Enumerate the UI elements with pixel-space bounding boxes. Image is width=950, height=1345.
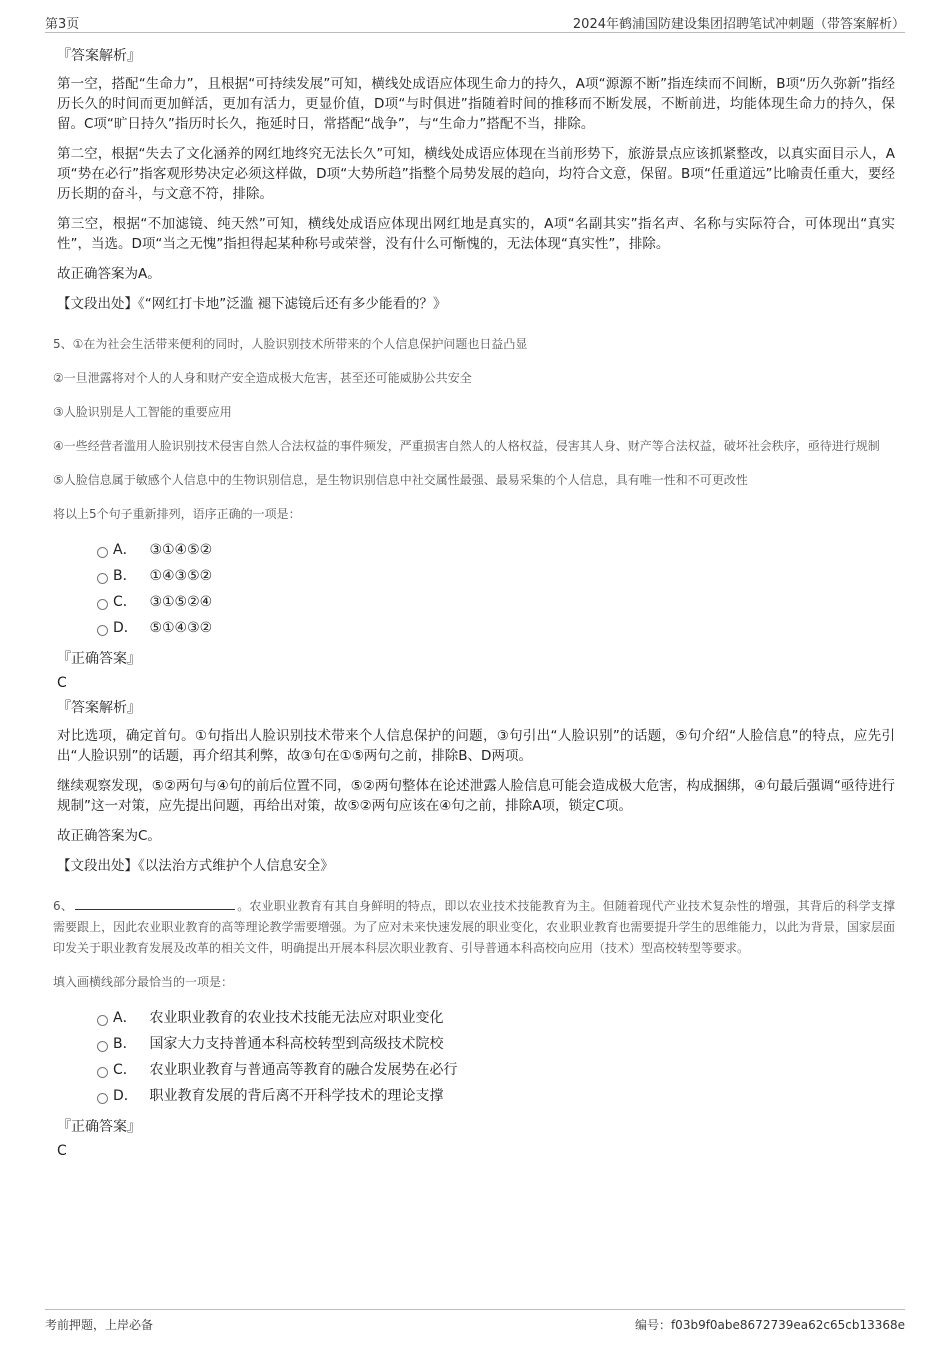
option-letter: B．	[113, 1036, 137, 1052]
q5-conclusion: 故正确答案为C。	[57, 828, 161, 844]
radio-button-icon[interactable]	[97, 1067, 108, 1078]
q6-option-c[interactable]	[93, 1060, 895, 1086]
option-text: 国家大力支持普通本科高校转型到高级技术院校	[149, 1036, 444, 1052]
code-value: f03b9f0abe8672739ea62c65cb13368e	[670, 1318, 905, 1332]
footer-slogan: 考前押题，上岸必备	[45, 1318, 154, 1332]
q5-analysis-para: 对比选项，确定首句。①句指出人脸识别技术带来个人信息保护的问题，③句引出“人脸识别”的话题，⑤句介绍“人脸信息”的特点，应先引出“人脸识别”的话题，再介绍其利弊，故③句在①⑤两句之前，排除B、D两项。	[57, 728, 895, 764]
q5-option-a[interactable]	[93, 540, 895, 566]
radio-button-icon[interactable]	[97, 1093, 108, 1104]
page-footer	[45, 1309, 905, 1336]
q6-number: 6、	[53, 899, 74, 913]
radio-button-icon[interactable]	[97, 1041, 108, 1052]
q4-analysis-title: 『答案解析』	[57, 48, 141, 64]
document-code	[635, 1316, 905, 1333]
q6-stem-text: 。农业职业教育有其自身鲜明的特点，即以农业技术技能教育为主。但随着现代产业技术复杂性的增强，其背后的科学支撑需要跟上，因此农业职业教育的高等理论教学需要增强。为了应对未来快速发展的职业变化，农业职业教育也需要提升学生的思维能力，以此为背景，国家层面印发关于职业教育发展及改革的相关文件，明确提出开展本科层次职业教育、引导普通本科高校向应用（技术）型高校转型等要求。	[53, 899, 895, 955]
q4-source: 【文段出处】《“网红打卡地”泛滥 褪下滤镜后还有多少能看的？》	[57, 296, 447, 312]
option-letter: C．	[113, 1062, 137, 1078]
q6-option-d[interactable]	[93, 1086, 895, 1112]
q5-sentence: ⑤人脸信息属于敏感个人信息中的生物识别信息，是生物识别信息中社交属性最强、最易采集的个人信息，具有唯一性和不可更改性	[53, 473, 748, 487]
q5-option-b[interactable]	[93, 566, 895, 592]
q5-sentence: ④一些经营者滥用人脸识别技术侵害自然人合法权益的事件频发，严重损害自然人的人格权益，侵害其人身、财产等合法权益，破坏社会秩序，亟待进行规制	[53, 439, 880, 453]
q5-analysis-title: 『答案解析』	[57, 700, 141, 716]
page-content	[53, 40, 895, 1166]
option-letter: B．	[113, 568, 137, 584]
option-letter: D．	[113, 620, 138, 636]
q4-analysis-para: 第二空，根据“失去了文化涵养的网红地终究无法长久”可知，横线处成语应体现在当前形势下，旅游景点应该抓紧整改，以真实面目示人，A项“势在必行”指客观形势决定必须这样做，D项“大势所趋”指整个局势发展的趋向，均符合文意，保留。B项“任重道远”比喻责任重大，要经历长期的奋斗，与文意不符，排除。	[57, 146, 895, 202]
option-letter: C．	[113, 594, 137, 610]
q6-option-b[interactable]	[93, 1034, 895, 1060]
radio-button-icon[interactable]	[97, 573, 108, 584]
q5-analysis-para: 继续观察发现，⑤②两句与④句的前后位置不同，⑤②两句整体在论述泄露人脸信息可能会造成极大危害，构成捆绑，④句最后强调“亟待进行规制”这一对策，应先提出问题，再给出对策，故⑤②两句应该在④句之前，排除A项，锁定C项。	[57, 778, 895, 814]
q4-analysis-para: 第一空，搭配“生命力”，且根据“可持续发展”可知，横线处成语应体现生命力的持久，A项“源源不断”指连续而不间断，B项“历久弥新”指经历长久的时间而更加鲜活，更加有活力，更显价值，D项“与时俱进”指随着时间的推移而不断发展，不断前进，均能体现生命力的持久，保留。C项“旷日持久”指历时长久，拖延时日，常搭配“战争”，与“生命力”搭配不当，排除。	[57, 76, 895, 132]
q6-answer: C	[57, 1143, 67, 1159]
q5-source: 【文段出处】《以法治方式维护个人信息安全》	[57, 858, 334, 874]
radio-button-icon[interactable]	[97, 1015, 108, 1026]
page-header	[45, 10, 905, 33]
option-letter: D．	[113, 1088, 138, 1104]
radio-button-icon[interactable]	[97, 547, 108, 558]
q5-sentence: ③人脸识别是人工智能的重要应用	[53, 405, 232, 419]
q6-prompt: 填入画横线部分最恰当的一项是：	[53, 975, 234, 989]
option-text: 农业职业教育的农业技术技能无法应对职业变化	[149, 1010, 444, 1026]
radio-button-icon[interactable]	[97, 625, 108, 636]
option-text: ①④③⑤②	[149, 568, 213, 584]
option-letter: A．	[113, 1010, 137, 1026]
option-text: ③①⑤②④	[149, 594, 213, 610]
q5-prompt: 将以上5个句子重新排列，语序正确的一项是：	[53, 507, 301, 521]
option-text: ⑤①④③②	[149, 620, 213, 636]
option-text: ③①④⑤②	[149, 542, 213, 558]
q6-stem	[53, 896, 895, 959]
q6-options	[93, 1008, 895, 1112]
q4-conclusion: 故正确答案为A。	[57, 266, 161, 282]
q4-analysis-para: 第三空，根据“不加滤镜、纯天然”可知，横线处成语应体现出网红地是真实的，A项“名副其实”指名声、名称与实际符合，可体现出“真实性”，当选。D项“当之无愧”指担得起某种称号或荣誉，没有什么可惭愧的，无法体现“真实性”，排除。	[57, 216, 895, 252]
q6-option-a[interactable]	[93, 1008, 895, 1034]
option-letter: A．	[113, 542, 137, 558]
code-label: 编号：	[634, 1318, 671, 1332]
q5-sentence: ②一旦泄露将对个人的人身和财产安全造成极大危害，甚至还可能威胁公共安全	[53, 371, 472, 385]
q5-options	[93, 540, 895, 644]
q5-answer-title: 『正确答案』	[57, 651, 141, 667]
page-number: 第3页	[45, 17, 80, 32]
q5-sentence: 5、①在为社会生活带来便利的同时，人脸识别技术所带来的个人信息保护问题也日益凸显	[53, 337, 528, 351]
option-text: 职业教育发展的背后离不开科学技术的理论支撑	[149, 1088, 444, 1104]
q5-option-c[interactable]	[93, 592, 895, 618]
q6-answer-title: 『正确答案』	[57, 1119, 141, 1135]
radio-button-icon[interactable]	[97, 599, 108, 610]
q5-answer: C	[57, 675, 67, 691]
q5-option-d[interactable]	[93, 618, 895, 644]
fill-in-blank	[75, 896, 235, 910]
option-text: 农业职业教育与普通高等教育的融合发展势在必行	[149, 1062, 458, 1078]
document-title: 2024年鹤浦国防建设集团招聘笔试冲刺题（带答案解析）	[572, 17, 905, 32]
